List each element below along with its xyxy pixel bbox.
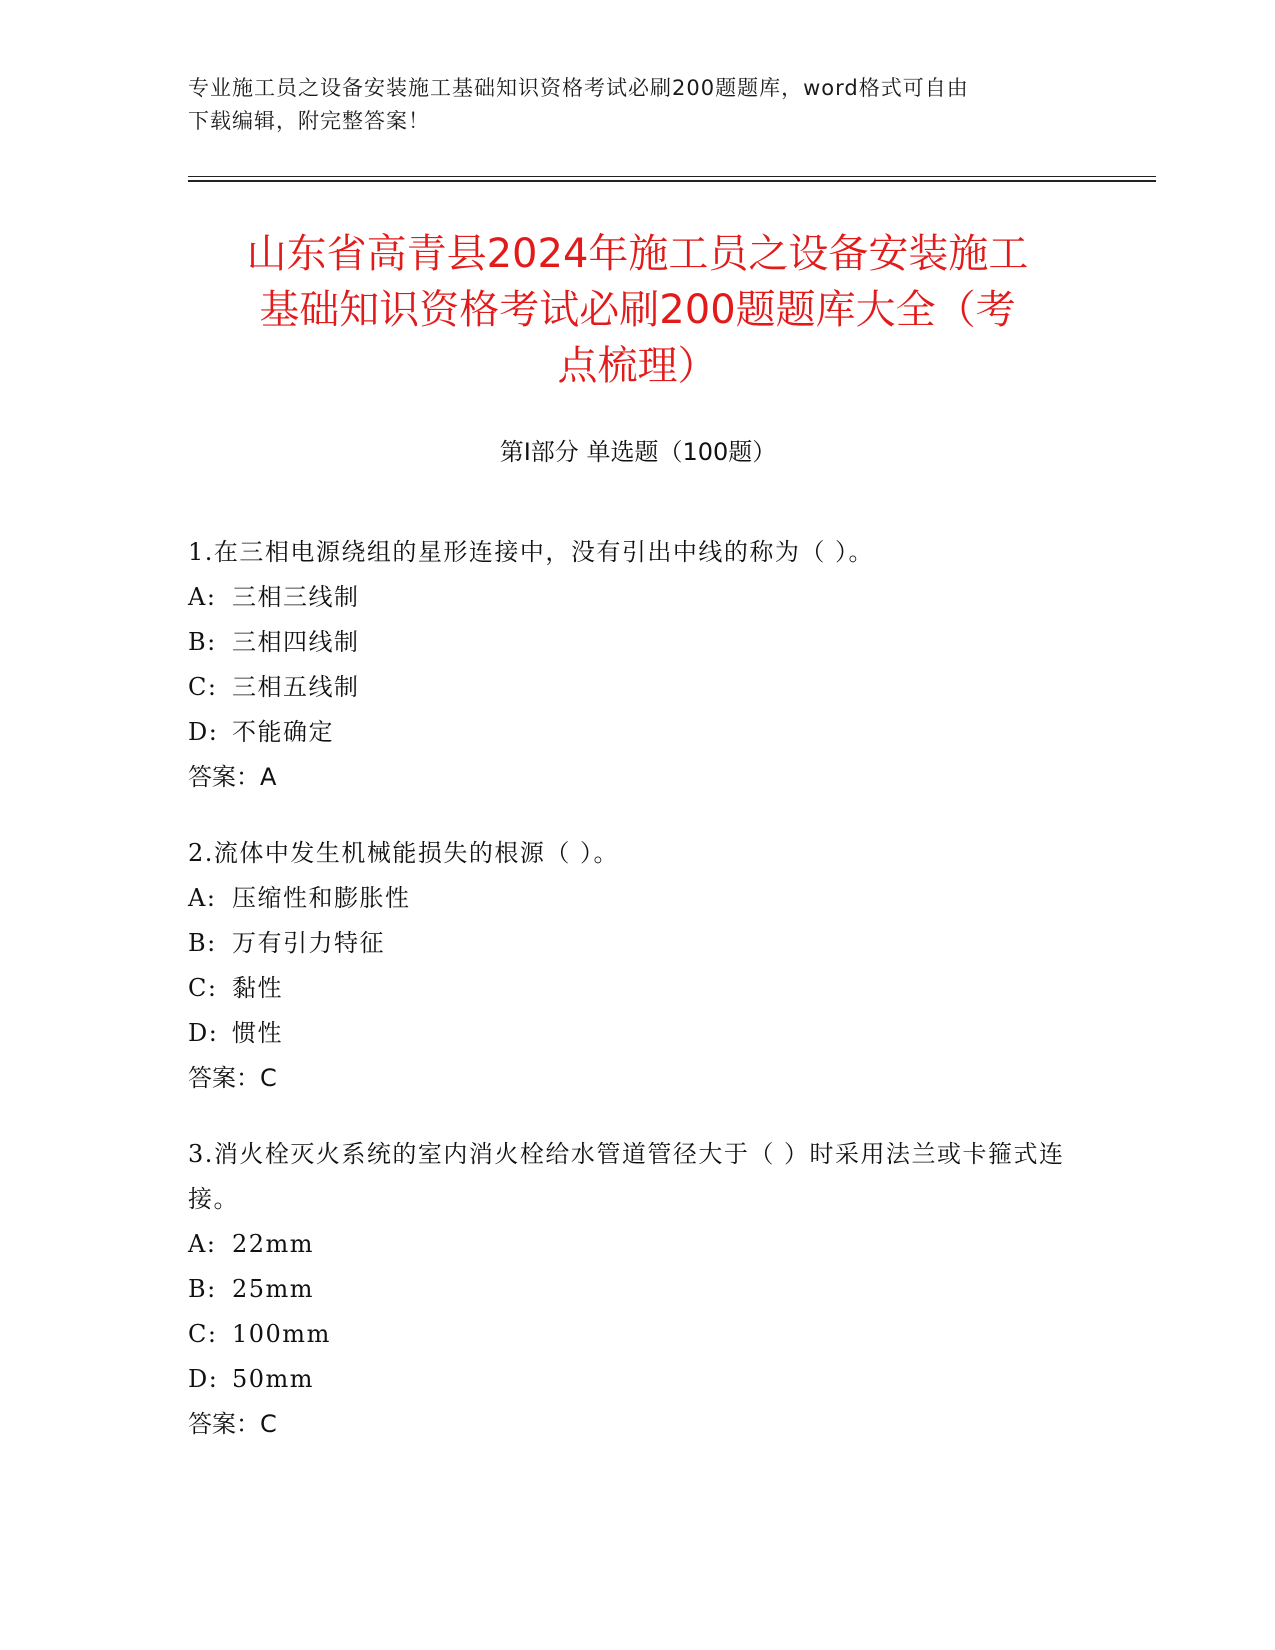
question-stem: 1.在三相电源绕组的星形连接中，没有引出中线的称为（ ）。 <box>188 538 875 566</box>
document-title <box>180 226 1095 394</box>
option-letter: B: <box>188 628 217 656</box>
option-letter: A: <box>188 583 217 611</box>
header-note-line-1: 专业施工员之设备安装施工基础知识资格考试必刷200题题库，word格式可自由 <box>188 76 969 100</box>
question-3 <box>188 1132 1088 1447</box>
option-text: 50mm <box>232 1365 315 1393</box>
option-d <box>188 1357 1088 1402</box>
option-letter: D: <box>188 718 219 746</box>
question-2 <box>188 831 1088 1101</box>
option-letter: C: <box>188 974 218 1002</box>
header-note <box>188 72 1068 138</box>
answer: 答案：C <box>188 1410 277 1438</box>
option-c <box>188 665 1088 710</box>
option-b <box>188 1267 1088 1312</box>
option-letter: C: <box>188 1320 218 1348</box>
document-title-line-1: 山东省高青县2024年施工员之设备安装施工 <box>246 231 1029 277</box>
option-text: 黏性 <box>232 974 283 1002</box>
option-b <box>188 921 1088 966</box>
option-letter: B: <box>188 1275 217 1303</box>
option-letter: C: <box>188 673 218 701</box>
option-c <box>188 966 1088 1011</box>
header-rule-thin <box>188 176 1156 177</box>
option-letter: D: <box>188 1019 219 1047</box>
option-a <box>188 1222 1088 1267</box>
answer: 答案：A <box>188 763 277 791</box>
header-note-line-2: 下载编辑，附完整答案！ <box>188 109 430 133</box>
header-rule-thick <box>188 180 1156 182</box>
option-text: 25mm <box>232 1275 315 1303</box>
option-text: 压缩性和膨胀性 <box>232 884 411 912</box>
document-title-line-3: 点梳理） <box>557 343 718 389</box>
option-text: 万有引力特征 <box>232 929 385 957</box>
question-stem: 3.消火栓灭火系统的室内消火栓给水管道管径大于（ ）时采用法兰或卡箍式连接。 <box>188 1140 1065 1213</box>
option-letter: A: <box>188 884 217 912</box>
option-text: 三相三线制 <box>232 583 360 611</box>
option-text: 惯性 <box>232 1019 283 1047</box>
option-text: 100mm <box>232 1320 331 1348</box>
option-b <box>188 620 1088 665</box>
option-letter: B: <box>188 929 217 957</box>
option-text: 不能确定 <box>232 718 334 746</box>
option-c <box>188 1312 1088 1357</box>
answer: 答案：C <box>188 1064 277 1092</box>
document-title-line-2: 基础知识资格考试必刷200题题库大全（考 <box>259 287 1016 333</box>
option-d <box>188 710 1088 755</box>
option-text: 三相四线制 <box>232 628 360 656</box>
option-letter: D: <box>188 1365 219 1393</box>
option-d <box>188 1011 1088 1056</box>
question-1 <box>188 530 1088 800</box>
option-letter: A: <box>188 1230 217 1258</box>
option-a <box>188 876 1088 921</box>
question-list <box>188 530 1088 1478</box>
question-stem: 2.流体中发生机械能损失的根源（ ）。 <box>188 839 620 867</box>
section-heading: 第Ⅰ部分 单选题（100题） <box>499 438 777 466</box>
option-text: 三相五线制 <box>232 673 360 701</box>
option-a <box>188 575 1088 620</box>
option-text: 22mm <box>232 1230 315 1258</box>
